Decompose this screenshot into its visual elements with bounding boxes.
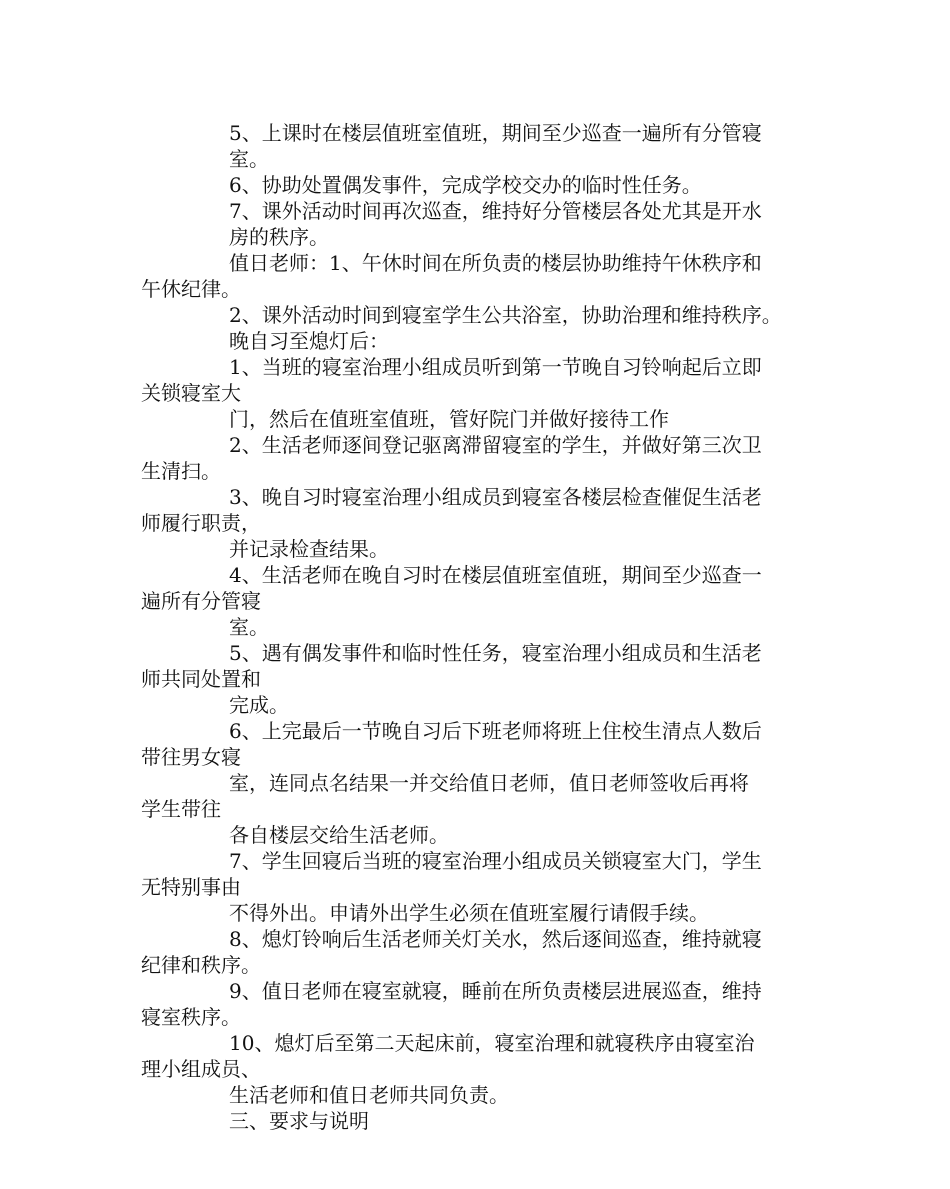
- text-line: 学生带往: [141, 797, 221, 821]
- text-line: 10、熄灯后至第二天起床前，寝室治理和就寝秩序由寝室治: [229, 1031, 755, 1055]
- text-line: 门，然后在值班室值班，管好院门并做好接待工作: [229, 407, 669, 431]
- text-line: 9、值日老师在寝室就寝，睡前在所负责楼层进展巡查，维持: [229, 979, 762, 1003]
- document-body: [141, 120, 821, 1134]
- text-line: 师共同处置和: [141, 667, 261, 691]
- text-line: 生清扫。: [141, 459, 221, 483]
- text-line: 5、遇有偶发事件和临时性任务，寝室治理小组成员和生活老: [229, 641, 762, 665]
- text-line: 7、学生回寝后当班的寝室治理小组成员关锁寝室大门，学生: [229, 849, 762, 873]
- text-line: 完成。: [229, 693, 289, 717]
- text-line: 房的秩序。: [229, 225, 329, 249]
- text-line: 晚自习至熄灯后：: [229, 329, 389, 353]
- text-line: 寝室秩序。: [141, 1005, 241, 1029]
- text-line: 室。: [229, 615, 269, 639]
- text-line: 理小组成员、: [141, 1057, 261, 1081]
- text-line: 三、要求与说明: [229, 1109, 369, 1133]
- text-line: 3、晚自习时寝室治理小组成员到寝室各楼层检查催促生活老: [229, 485, 762, 509]
- text-line: 各自楼层交给生活老师。: [229, 823, 449, 847]
- text-line: 师履行职责，: [141, 511, 261, 535]
- text-line: 遍所有分管寝: [141, 589, 261, 613]
- text-line: 8、熄灯铃响后生活老师关灯关水，然后逐间巡查，维持就寝: [229, 927, 762, 951]
- text-line: 2、课外活动时间到寝室学生公共浴室，协助治理和维持秩序。: [229, 303, 782, 327]
- text-line: 5、上课时在楼层值班室值班，期间至少巡查一遍所有分管寝: [229, 121, 762, 145]
- text-line: 4、生活老师在晚自习时在楼层值班室值班，期间至少巡查一: [229, 563, 762, 587]
- text-line: 关锁寝室大: [141, 381, 241, 405]
- text-line: 2、生活老师逐间登记驱离滞留寝室的学生，并做好第三次卫: [229, 433, 762, 457]
- text-line: 无特别事由: [141, 875, 241, 899]
- text-line: 纪律和秩序。: [141, 953, 261, 977]
- text-line: 午休纪律。: [141, 277, 241, 301]
- text-line: 值日老师：1、午休时间在所负责的楼层协助维持午休秩序和: [229, 251, 762, 275]
- text-line: 室，连同点名结果一并交给值日老师，值日老师签收后再将: [229, 771, 749, 795]
- text-line: 不得外出。申请外出学生必须在值班室履行请假手续。: [229, 901, 709, 925]
- text-line: 1、当班的寝室治理小组成员听到第一节晚自习铃响起后立即: [229, 355, 762, 379]
- text-line: 带往男女寝: [141, 745, 241, 769]
- text-line: 并记录检查结果。: [229, 537, 389, 561]
- text-line: 7、课外活动时间再次巡查，维持好分管楼层各处尤其是开水: [229, 199, 762, 223]
- text-line: 6、上完最后一节晚自习后下班老师将班上住校生清点人数后: [229, 719, 762, 743]
- text-line: 生活老师和值日老师共同负责。: [229, 1083, 509, 1107]
- text-line: 室。: [229, 147, 269, 171]
- text-line: 6、协助处置偶发事件，完成学校交办的临时性任务。: [229, 173, 702, 197]
